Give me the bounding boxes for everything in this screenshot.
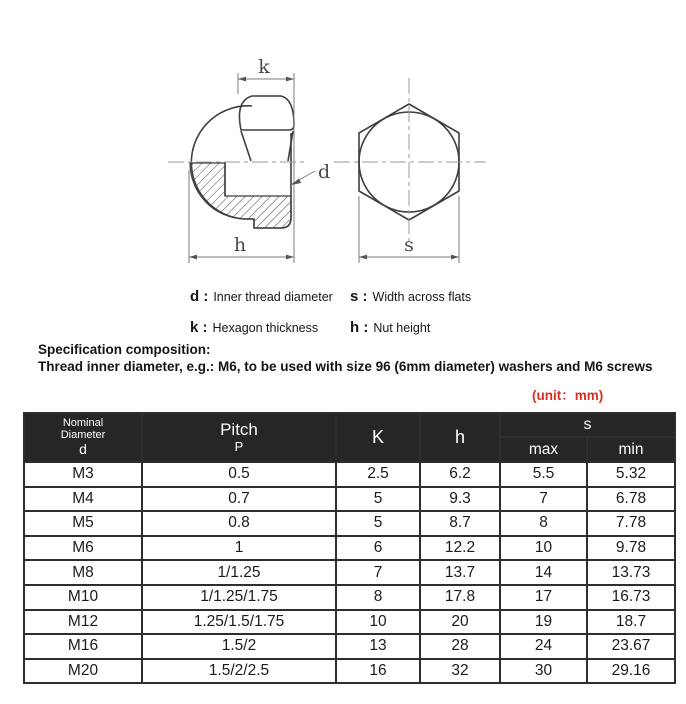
table-cell: 5.5 <box>500 462 587 487</box>
header-nominal-line1: Nominal <box>62 416 104 429</box>
hex-facet <box>239 96 294 130</box>
header-k: K <box>336 413 420 462</box>
legend-symbol-s: s : <box>350 288 368 305</box>
dim-label-d: d <box>318 161 331 183</box>
legend-item-h <box>350 319 430 336</box>
legend-desc-d: Inner thread diameter <box>213 290 333 304</box>
table-cell: 30 <box>500 659 587 684</box>
legend-item-s <box>350 288 471 305</box>
table-row <box>24 511 675 536</box>
table-cell: 1.5/2 <box>142 634 336 659</box>
table-cell: 6.2 <box>420 462 500 487</box>
legend-item-k <box>190 319 318 336</box>
table-cell: 16 <box>336 659 420 684</box>
header-nominal-diameter <box>24 413 142 462</box>
table-cell: 1.5/2/2.5 <box>142 659 336 684</box>
table-cell: 13.7 <box>420 560 500 585</box>
table-cell: M8 <box>24 560 142 585</box>
table-row <box>24 634 675 659</box>
legend-desc-k: Hexagon thickness <box>212 321 319 335</box>
table-cell: M4 <box>24 487 142 512</box>
front-view-drawing <box>334 78 486 263</box>
table-cell: M6 <box>24 536 142 561</box>
table-cell: 9.78 <box>587 536 675 561</box>
dim-label-s: s <box>404 234 414 256</box>
table-cell: M10 <box>24 585 142 610</box>
table-cell: 19 <box>500 610 587 635</box>
header-h: h <box>420 413 500 462</box>
spec-table-header <box>24 413 675 462</box>
header-nominal-line2: Diameter <box>60 429 106 442</box>
table-cell: 8 <box>336 585 420 610</box>
table-cell: 17 <box>500 585 587 610</box>
table-cell: 2.5 <box>336 462 420 487</box>
table-row <box>24 610 675 635</box>
table-cell: M5 <box>24 511 142 536</box>
table-cell: 10 <box>500 536 587 561</box>
header-pitch-symbol: P <box>234 438 244 454</box>
table-cell: 8.7 <box>420 511 500 536</box>
table-cell: M20 <box>24 659 142 684</box>
table-cell: 29.16 <box>587 659 675 684</box>
table-cell: 13 <box>336 634 420 659</box>
spec-body: Thread inner diameter, e.g.: M6, to be used with size 96 (6mm diameter) washers and M6 screws <box>38 359 653 374</box>
table-cell: M3 <box>24 462 142 487</box>
spec-table <box>23 412 676 684</box>
dim-label-k: k <box>258 56 270 78</box>
dim-label-h: h <box>233 234 247 256</box>
table-cell: 24 <box>500 634 587 659</box>
dimension-k <box>238 56 294 263</box>
table-cell: 7.78 <box>587 511 675 536</box>
table-cell: 5.32 <box>587 462 675 487</box>
table-row <box>24 585 675 610</box>
table-cell: 6.78 <box>587 487 675 512</box>
legend-symbol-d: d : <box>190 288 209 305</box>
spec-heading: Specification composition: <box>38 342 211 357</box>
header-pitch <box>142 413 336 462</box>
header-s-min: min <box>587 437 675 462</box>
header-s: s <box>500 413 675 437</box>
table-cell: 7 <box>500 487 587 512</box>
table-cell: 0.5 <box>142 462 336 487</box>
table-cell: 23.67 <box>587 634 675 659</box>
legend-symbol-h: h : <box>350 319 369 336</box>
table-cell: 1 <box>142 536 336 561</box>
table-cell: 1.25/1.5/1.75 <box>142 610 336 635</box>
spec-table-body <box>24 462 675 683</box>
side-view-drawing <box>168 56 330 263</box>
table-cell: 1/1.25/1.75 <box>142 585 336 610</box>
table-cell: 8 <box>500 511 587 536</box>
legend-item-d <box>190 288 333 305</box>
table-cell: 20 <box>420 610 500 635</box>
legend-desc-h: Nut height <box>373 321 431 335</box>
table-cell: 13.73 <box>587 560 675 585</box>
header-nominal-symbol: d <box>79 441 87 458</box>
table-cell: 28 <box>420 634 500 659</box>
table-cell: 1/1.25 <box>142 560 336 585</box>
table-row <box>24 487 675 512</box>
table-cell: 6 <box>336 536 420 561</box>
table-cell: 5 <box>336 511 420 536</box>
leader-d <box>291 161 330 185</box>
table-row <box>24 560 675 585</box>
table-cell: 16.73 <box>587 585 675 610</box>
unit-note: (unit：mm) <box>532 388 604 403</box>
table-row <box>24 536 675 561</box>
table-cell: M16 <box>24 634 142 659</box>
header-pitch-label: Pitch <box>220 420 258 439</box>
table-cell: M12 <box>24 610 142 635</box>
table-cell: 17.8 <box>420 585 500 610</box>
legend-symbol-k: k : <box>190 319 208 336</box>
table-cell: 10 <box>336 610 420 635</box>
legend-desc-s: Width across flats <box>372 290 472 304</box>
table-cell: 14 <box>500 560 587 585</box>
table-row <box>24 462 675 487</box>
table-cell: 12.2 <box>420 536 500 561</box>
header-s-max: max <box>500 437 587 462</box>
table-cell: 0.8 <box>142 511 336 536</box>
cap-nut-technical-drawing <box>0 0 686 280</box>
table-row <box>24 659 675 684</box>
table-cell: 32 <box>420 659 500 684</box>
table-cell: 9.3 <box>420 487 500 512</box>
table-cell: 7 <box>336 560 420 585</box>
table-cell: 0.7 <box>142 487 336 512</box>
table-cell: 18.7 <box>587 610 675 635</box>
table-cell: 5 <box>336 487 420 512</box>
chamfer-left <box>241 131 251 161</box>
